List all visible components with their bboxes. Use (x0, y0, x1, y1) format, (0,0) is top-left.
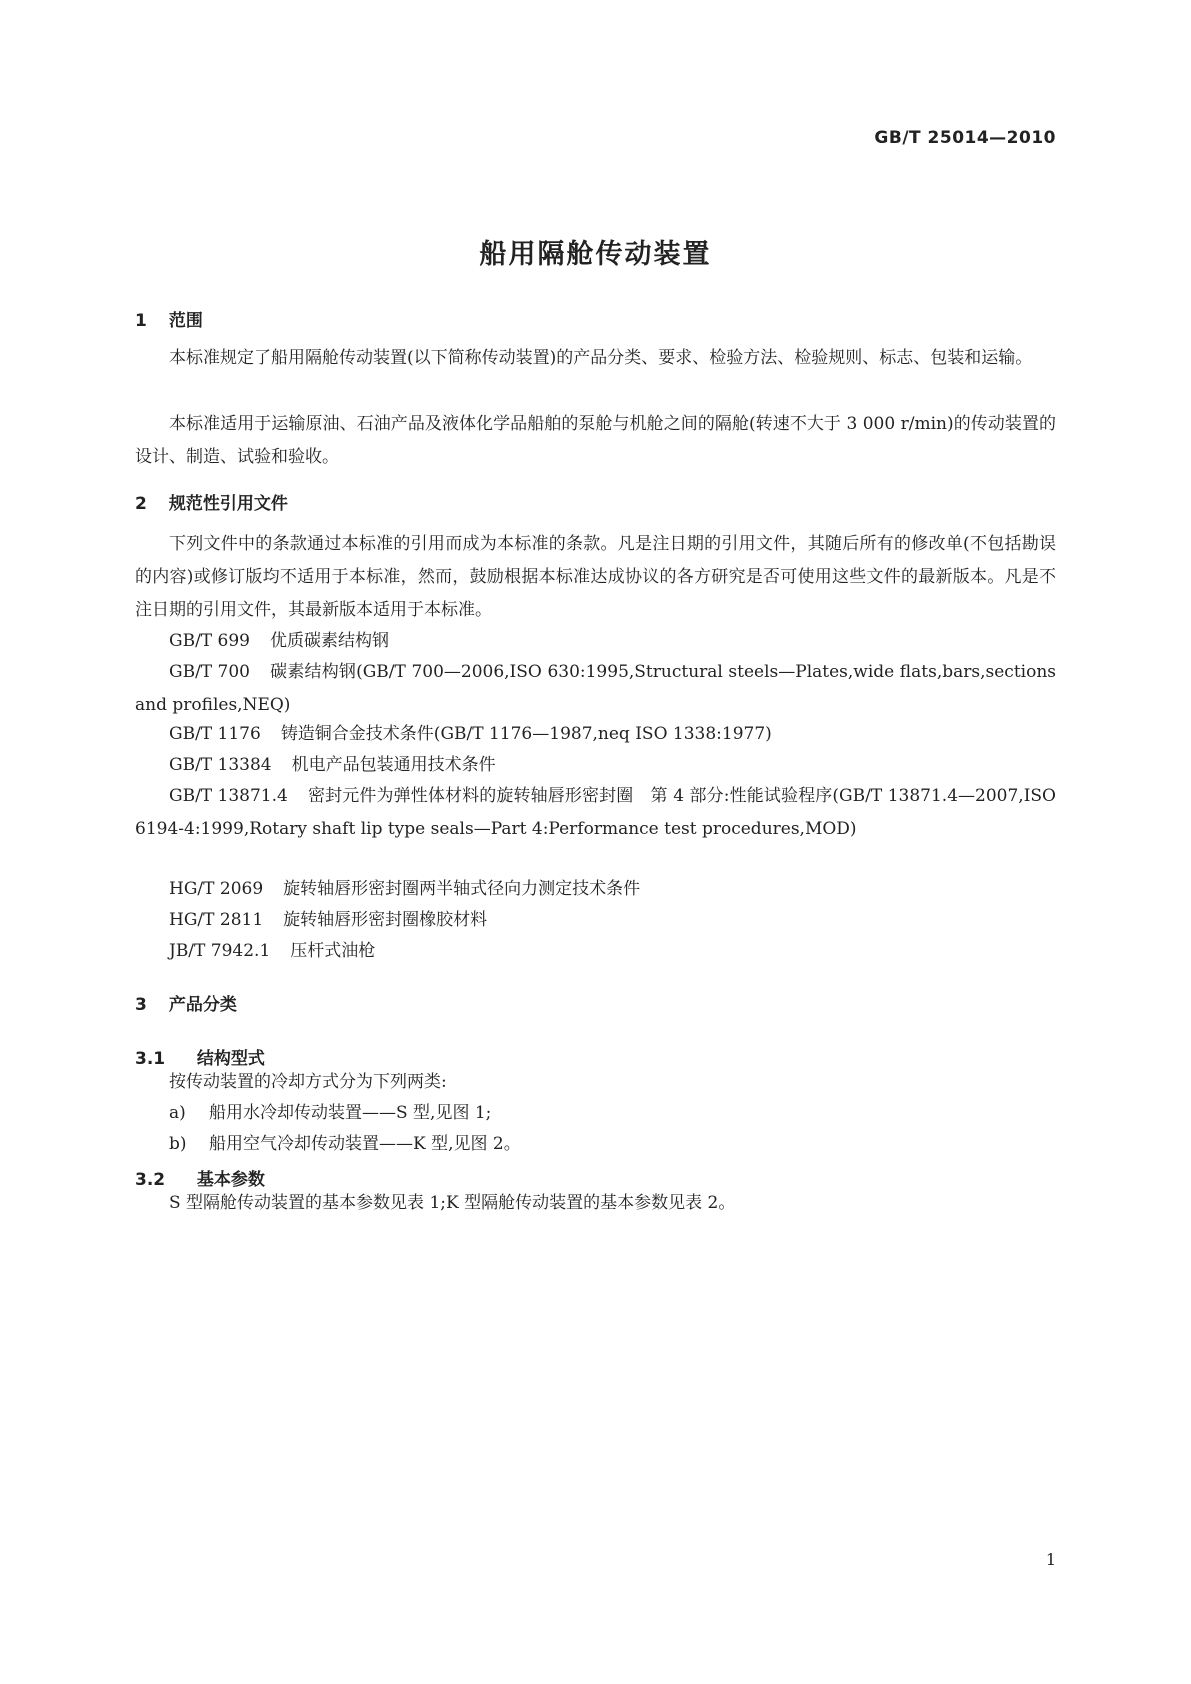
reference-title: 压杆式油枪 (290, 941, 376, 961)
reference-title: 旋转轴唇形密封圈两半轴式径向力测定技术条件 (283, 879, 641, 899)
reference-title: 铸造铜合金技术条件(GB/T 1176—1987,neq ISO 1338:1977) (280, 724, 772, 744)
section-number: 2 (135, 494, 147, 514)
paragraph: S 型隔舱传动装置的基本参数见表 1;K 型隔舱传动装置的基本参数见表 2。 (169, 1193, 736, 1213)
section-number: 3.1 (135, 1049, 166, 1069)
reference-title: 碳素结构钢(GB/T 700—2006,ISO 630:1995,Structural steels—Plates,wide flats,bars,sections and profiles,NEQ) (135, 662, 1056, 715)
section-1-heading (135, 306, 203, 331)
reference-code: GB/T 13384 (169, 755, 272, 775)
reference-item (135, 780, 1056, 846)
paragraph: 本标准适用于运输原油、石油产品及液体化学品船舶的泵舱与机舱之间的隔舱(转速不大于 3 000 r/min)的传动装置的设计、制造、试验和验收。 (135, 414, 1056, 467)
reference-title: 旋转轴唇形密封圈橡胶材料 (283, 910, 488, 930)
section-title: 产品分类 (168, 995, 237, 1015)
reference-code: HG/T 2811 (169, 910, 264, 930)
list-label: b) (169, 1134, 187, 1154)
reference-code: GB/T 700 (169, 662, 250, 682)
page-number: 1 (1045, 1550, 1056, 1569)
reference-item (135, 625, 1056, 658)
list-item (169, 1128, 521, 1161)
reference-title: 机电产品包装通用技术条件 (291, 755, 496, 775)
reference-item (135, 656, 1056, 722)
section-title: 结构型式 (196, 1049, 265, 1069)
section-number: 3 (135, 995, 147, 1015)
reference-item (135, 904, 1056, 937)
reference-item (135, 718, 1056, 751)
section-number: 3.2 (135, 1170, 166, 1190)
document-title: 船用隔舱传动装置 (479, 239, 712, 270)
list-label: a) (169, 1103, 186, 1123)
reference-code: HG/T 2069 (169, 879, 264, 899)
reference-item (135, 873, 1056, 906)
reference-title: 密封元件为弹性体材料的旋转轴唇形密封圈 第 4 部分:性能试验程序(GB/T 13871.4—2007,ISO 6194-4:1999,Rotary shaft lip type seals—Part 4:Performance test procedures,MOD) (135, 786, 1056, 839)
section-title: 基本参数 (196, 1170, 265, 1190)
reference-code: JB/T 7942.1 (169, 941, 271, 961)
section-title: 规范性引用文件 (168, 494, 288, 514)
standard-code: GB/T 25014—2010 (874, 128, 1056, 148)
paragraph: 下列文件中的条款通过本标准的引用而成为本标准的条款。凡是注日期的引用文件，其随后所有的修改单(不包括勘误的内容)或修订版均不适用于本标准，然而，鼓励根据本标准达成协议的各方研究是否可使用这些文件的最新版本。凡是不注日期的引用文件，其最新版本适用于本标准。 (135, 534, 1056, 620)
reference-code: GB/T 1176 (169, 724, 261, 744)
list-text: 船用水冷却传动装置——S 型,见图 1; (209, 1103, 492, 1123)
paragraph: 本标准规定了船用隔舱传动装置(以下简称传动装置)的产品分类、要求、检验方法、检验规则、标志、包装和运输。 (169, 348, 1033, 368)
reference-title: 优质碳素结构钢 (270, 631, 389, 651)
list-item (169, 1097, 491, 1130)
paragraph: 按传动装置的冷却方式分为下列两类: (169, 1072, 447, 1092)
reference-code: GB/T 699 (169, 631, 250, 651)
section-2-heading (135, 489, 288, 514)
reference-code: GB/T 13871.4 (169, 786, 288, 806)
list-text: 船用空气冷却传动装置——K 型,见图 2。 (209, 1134, 521, 1154)
section-number: 1 (135, 311, 147, 331)
section-3-heading (135, 990, 237, 1015)
reference-item (135, 749, 1056, 782)
section-title: 范围 (168, 311, 203, 331)
reference-item (135, 935, 1056, 968)
